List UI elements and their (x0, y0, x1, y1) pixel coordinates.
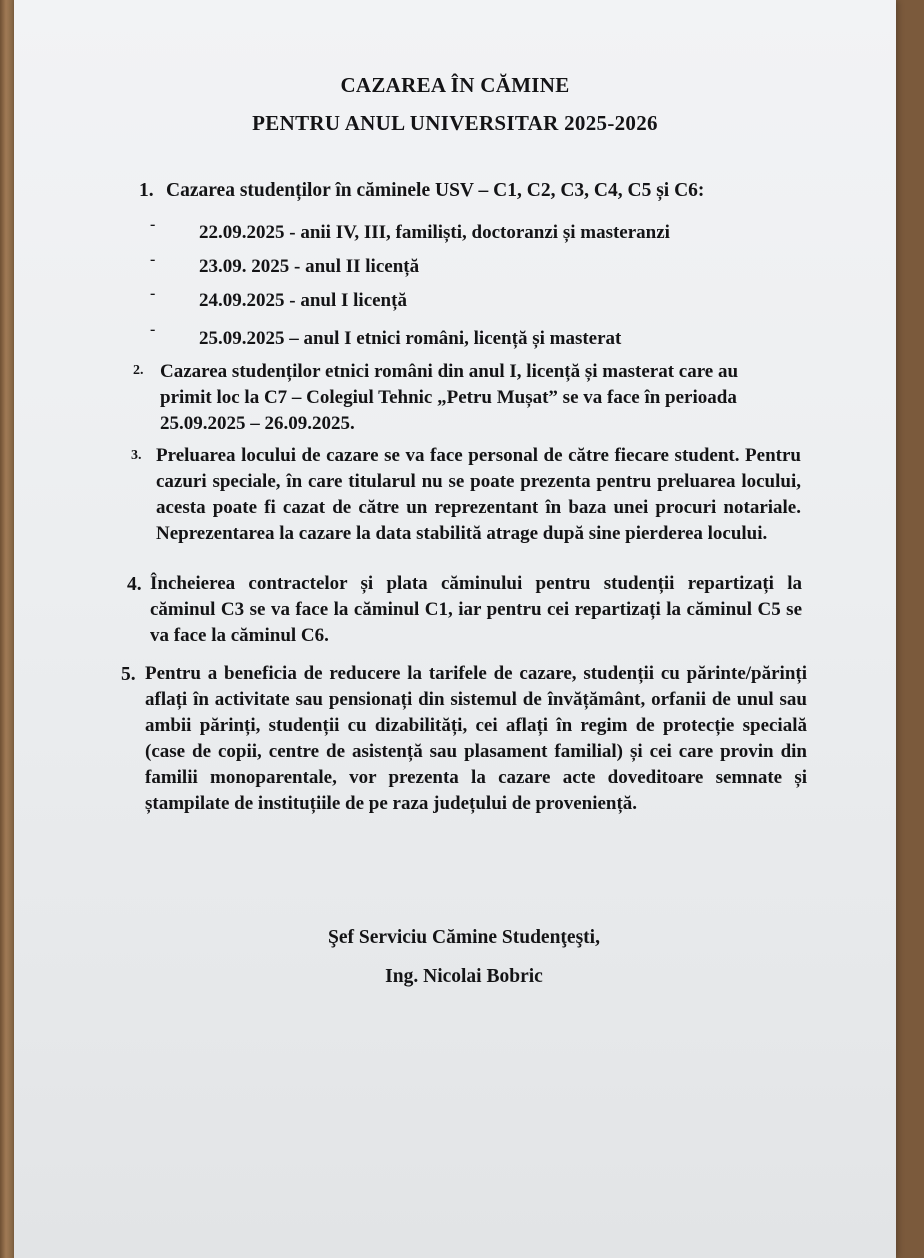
item-4-number: 4. (127, 574, 142, 595)
item-2-text: Cazarea studenților etnici români din anul I, licență și masterat care au primit loc la C7 – Colegiul Tehnic „Petru Mușat” se va face în perioada 25.09.2025 – 26.09.2025. (160, 361, 739, 434)
item-5-text: Pentru a beneficia de reducere la tarifele de cazare, studenții cu părinte/părinți aflați în activitate sau pensionați din sistemul de învățământ, orfanii de unul sau ambii părinți, studenții cu dizabilități, cei aflați în regim de protecție specială (case de copii, centre de asistență sau plasament familial) și cei care provin din familii monoparentale, vor prezenta la cazare acte doveditoare semnate și ștampilate de instituțiile de pe raza județului de proveniență. (145, 663, 807, 814)
schedule-dash: - (150, 321, 156, 338)
item-5-number: 5. (121, 664, 136, 685)
item-1-number: 1. (139, 180, 154, 201)
schedule-dash: - (150, 285, 156, 302)
signature-role: Şef Serviciu Cămine Studenţeşti, (328, 927, 600, 948)
document-title: CAZAREA ÎN CĂMINE (340, 73, 570, 97)
schedule-line-3: 24.09.2025 - anul I licență (199, 290, 407, 311)
item-2-number: 2. (133, 363, 144, 378)
schedule-line-1: 22.09.2025 - anii IV, III, familiști, doctoranzi și masteranzi (199, 222, 670, 243)
document-subtitle: PENTRU ANUL UNIVERSITAR 2025-2026 (252, 111, 658, 135)
schedule-dash: - (150, 216, 156, 233)
signature-name: Ing. Nicolai Bobric (385, 966, 543, 987)
schedule-line-2: 23.09. 2025 - anul II licență (199, 256, 420, 277)
item-1-text: Cazarea studenților în căminele USV – C1, C2, C3, C4, C5 și C6: (166, 180, 705, 201)
item-3-number: 3. (131, 448, 142, 463)
item-4-text: Încheierea contractelor și plata căminului pentru studenții repartizați la căminul C3 se va face la căminul C1, iar pentru cei repartizați la căminul C5 se va face la căminul C6. (150, 573, 802, 646)
schedule-dash: - (150, 251, 156, 268)
schedule-line-4: 25.09.2025 – anul I etnici români, licență și masterat (199, 328, 622, 349)
item-3-text: Preluarea locului de cazare se va face personal de către fiecare student. Pentru cazuri speciale, în care titularul nu se poate prezenta pentru preluarea locului, acesta poate fi cazat de către un reprezentant în baza unei procuri notariale. Neprezentarea la cazare la data stabilită atrage după sine pierderea locului. (156, 445, 801, 544)
